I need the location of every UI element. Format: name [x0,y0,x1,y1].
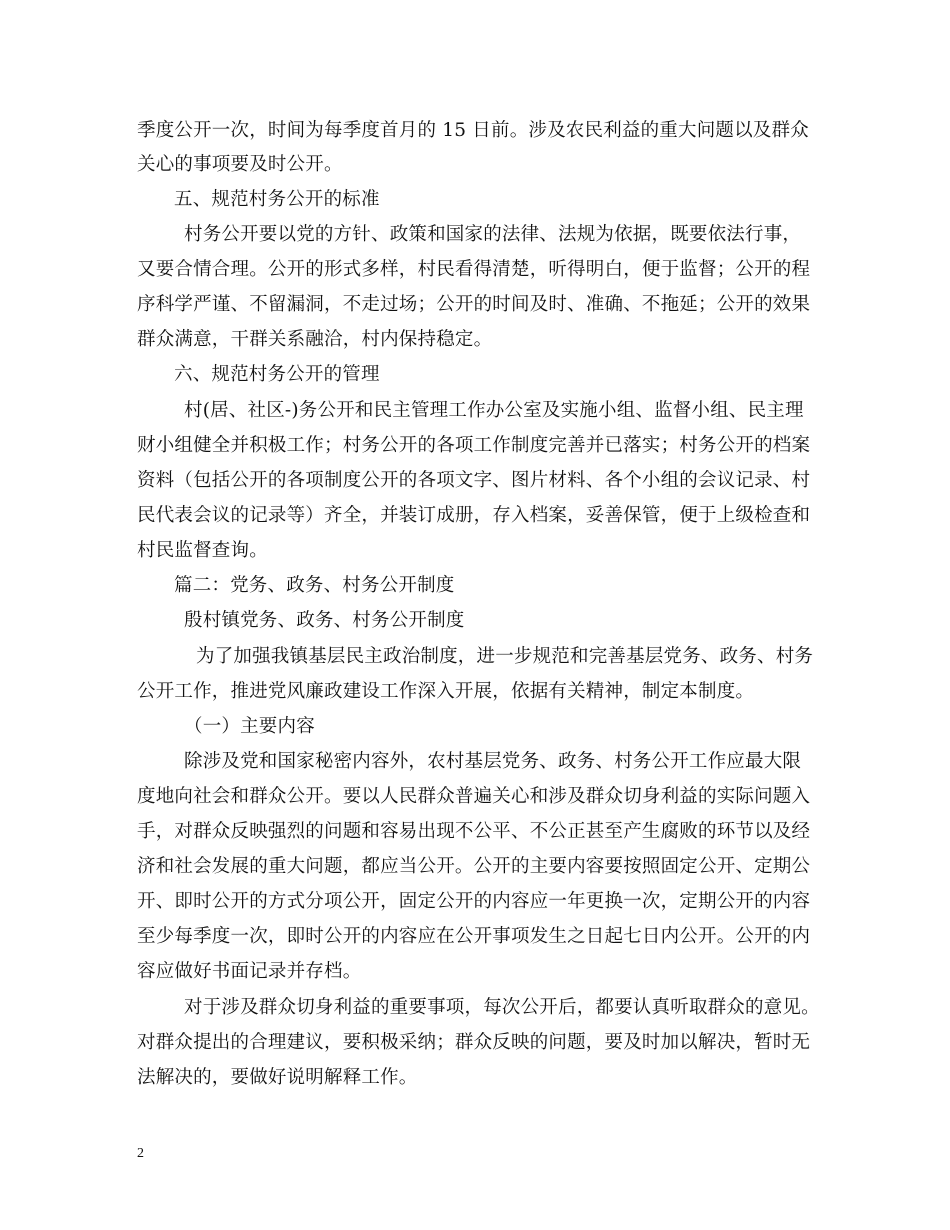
text-line: 关心的事项要及时公开。 [137,154,343,175]
text-line: 至少每季度一次，即时公开的内容应在公开事项发生之日起七日内公开。公开的内 [137,926,811,947]
text-line: 对于涉及群众切身利益的重要事项，每次公开后，都要认真听取群众的意见。 [184,997,820,1018]
text-line: 又要合情合理。公开的形式多样，村民看得清楚，听得明白，便于监督；公开的程 [137,259,811,280]
section-heading: （一）主要内容 [184,716,315,737]
text-line: 手，对群众反映强烈的问题和容易出现不公平、不公正甚至产生腐败的环节以及经 [137,821,811,842]
text-line: 除涉及党和国家秘密内容外，农村基层党务、政务、村务公开工作应最大限 [184,751,802,772]
text-line: 济和社会发展的重大问题，都应当公开。公开的主要内容要按照固定公开、定期公 [137,856,811,877]
text-line: 民代表会议的记录等）齐全，并装订成册，存入档案，妥善保管，便于上级检查和 [137,505,811,526]
text-line: 法解决的，要做好说明解释工作。 [137,1067,418,1088]
text-line: 财小组健全并积极工作；村务公开的各项工作制度完善并已落实；村务公开的档案 [137,435,811,456]
section-heading: 五、规范村务公开的标准 [174,189,380,210]
text-line: 村(居、社区-)务公开和民主管理工作办公室及实施小组、监督小组、民主理 [184,400,804,421]
text-line: 季度公开一次，时间为每季度首月的 15 日前。涉及农民利益的重大问题以及群众 [137,120,809,141]
text-line: 对群众提出的合理建议，要积极采纳；群众反映的问题，要及时加以解决，暂时无 [137,1032,811,1053]
text-line: 村务公开要以党的方针、政策和国家的法律、法规为依据，既要依法行事， [184,224,802,245]
text-line: 度地向社会和群众公开。要以人民群众普遍关心和涉及群众切身利益的实际问题入 [137,786,811,807]
document-title: 殷村镇党务、政务、村务公开制度 [184,610,465,631]
text-line: 村民监督查询。 [137,540,268,561]
text-line: 公开工作，推进党风廉政建设工作深入开展，依据有关精神，制定本制度。 [137,681,755,702]
chapter-heading: 篇二：党务、政务、村务公开制度 [174,575,455,596]
section-heading: 六、规范村务公开的管理 [174,364,380,385]
text-line: 资料（包括公开的各项制度公开的各项文字、图片材料、各个小组的会议记录、村 [137,470,811,491]
page-number: 2 [137,1146,144,1161]
text-line: 群众满意，干群关系融洽，村内保持稳定。 [137,329,493,350]
text-line: 为了加强我镇基层民主政治制度，进一步规范和完善基层党务、政务、村务 [196,646,814,667]
text-line: 开、即时公开的方式分项公开，固定公开的内容应一年更换一次，定期公开的内容 [137,891,811,912]
text-line: 序科学严谨、不留漏洞，不走过场；公开的时间及时、准确、不拖延；公开的效果 [137,294,811,315]
text-line: 容应做好书面记录并存档。 [137,961,362,982]
